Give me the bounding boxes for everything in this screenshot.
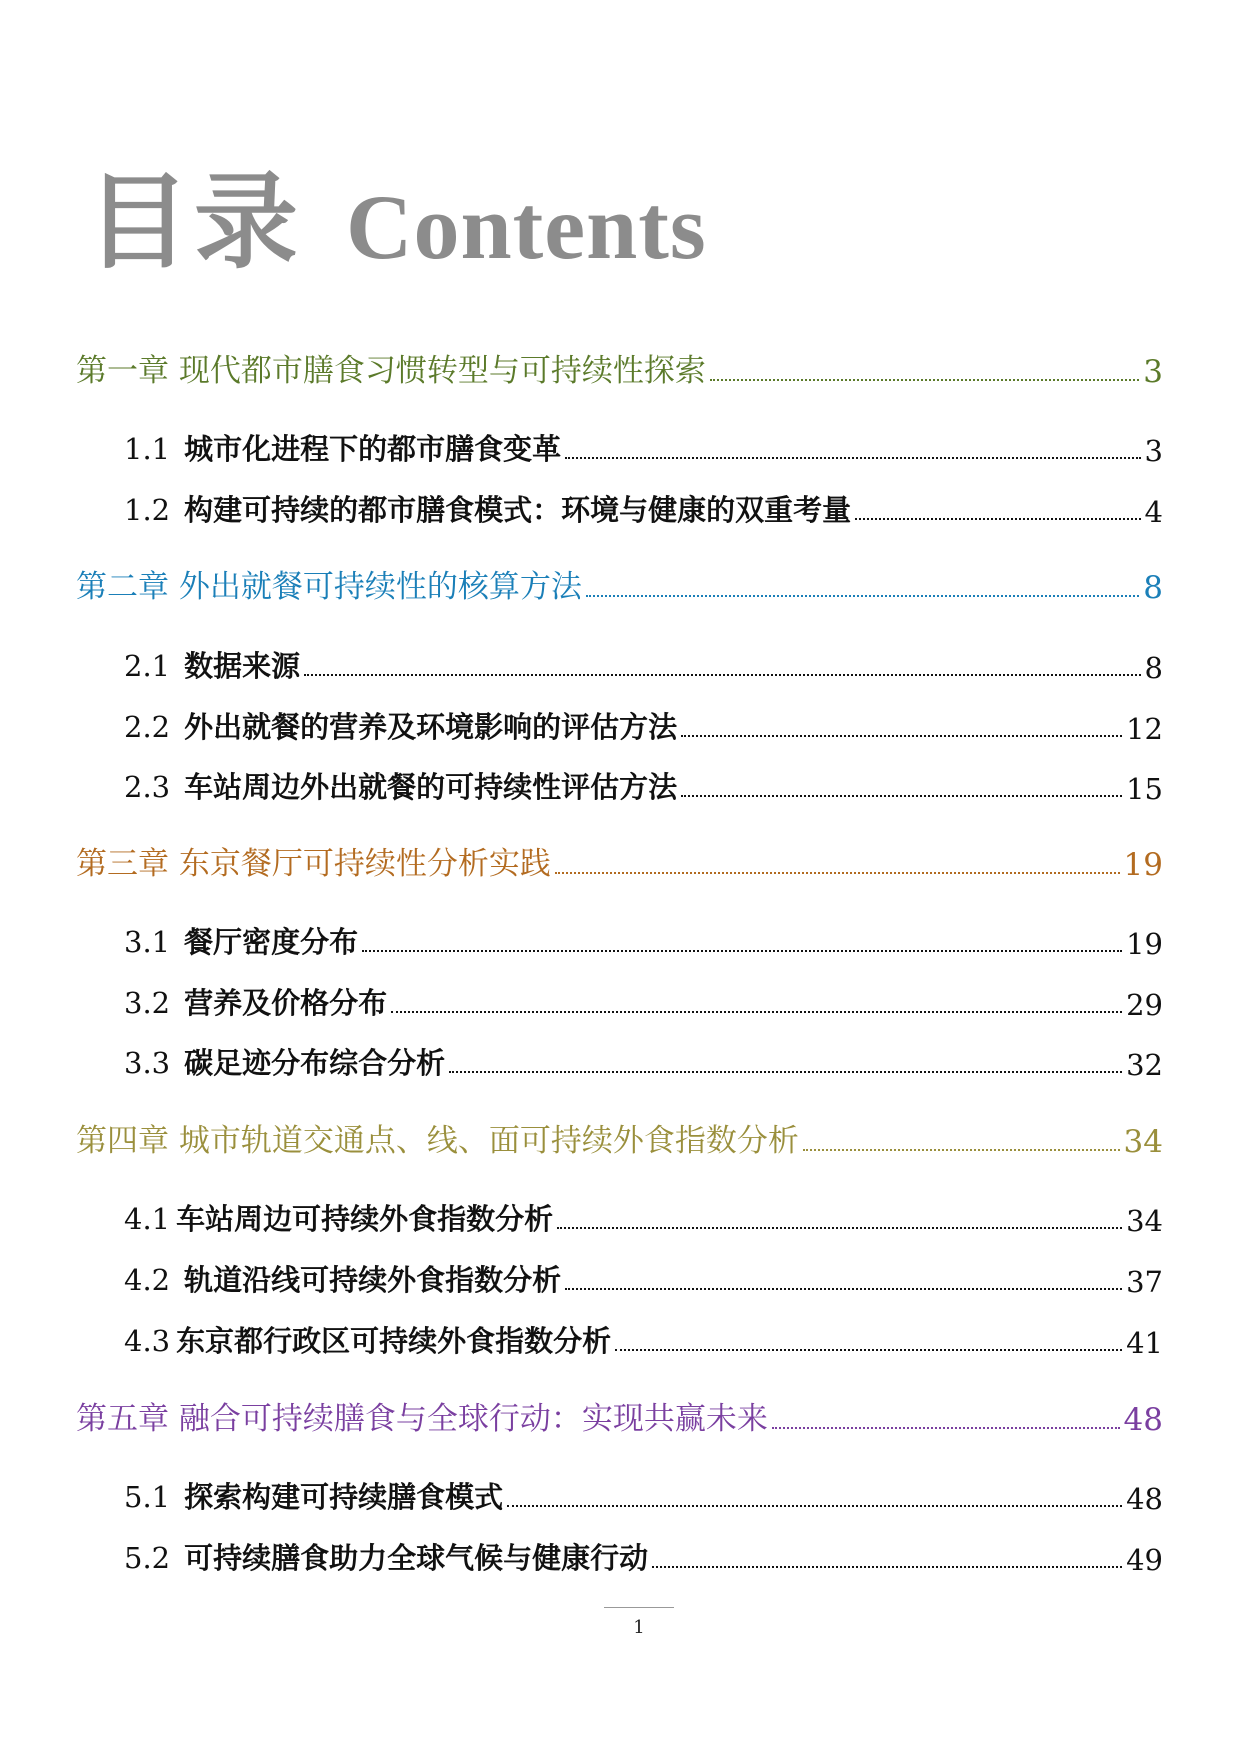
toc-section-3-2[interactable] (124, 978, 1163, 1022)
toc-page-number: 34 (1123, 1124, 1163, 1160)
toc-chapter-2[interactable] (76, 562, 1163, 606)
toc-page-number: 41 (1126, 1326, 1163, 1360)
toc-section-4-3[interactable] (124, 1316, 1163, 1360)
toc-section-2-3[interactable] (124, 762, 1163, 806)
toc-page-number: 48 (1126, 1482, 1163, 1516)
toc-entry-label: 第四章 城市轨道交通点、线、面可持续外食指数分析 (76, 1123, 799, 1159)
toc-section-1-1[interactable] (124, 424, 1163, 468)
leader-dots (449, 1071, 1122, 1073)
toc-entry-label: 探索构建可持续膳食模式 (184, 1480, 504, 1514)
section-number: 4.1 (124, 1202, 171, 1236)
section-number: 2.1 (124, 649, 171, 683)
leader-dots (681, 795, 1122, 797)
toc-entry-label: 第五章 融合可持续膳食与全球行动：实现共赢未来 (76, 1401, 768, 1437)
toc-entry-label: 外出就餐的营养及环境影响的评估方法 (184, 710, 678, 744)
toc-section-4-1[interactable] (124, 1194, 1163, 1238)
leader-dots (586, 595, 1139, 597)
toc-entry-label: 第三章 东京餐厅可持续性分析实践 (76, 846, 551, 882)
footer-page-number: 1 (633, 1617, 645, 1638)
toc-chapter-4[interactable] (76, 1116, 1163, 1160)
toc-section-2-1[interactable] (124, 641, 1163, 685)
leader-dots (565, 457, 1140, 459)
toc-page-number: 29 (1126, 988, 1163, 1022)
toc-chapter-3[interactable] (76, 839, 1163, 883)
toc-section-5-1[interactable] (124, 1472, 1163, 1516)
section-number: 1.1 (124, 432, 171, 466)
footer-divider (604, 1607, 674, 1608)
toc-entry-label: 营养及价格分布 (184, 986, 388, 1020)
toc-page-number: 19 (1126, 927, 1163, 961)
leader-dots (362, 950, 1122, 952)
section-number: 4.2 (124, 1263, 171, 1297)
section-number: 3.1 (124, 925, 171, 959)
leader-dots (803, 1149, 1120, 1151)
section-number: 3.3 (124, 1046, 171, 1080)
toc-chapter-5[interactable] (76, 1394, 1163, 1438)
leader-dots (304, 674, 1140, 676)
title-chinese: 目录 (86, 160, 303, 283)
leader-dots (391, 1011, 1122, 1013)
section-number: 4.3 (124, 1324, 171, 1358)
toc-section-4-2[interactable] (124, 1255, 1163, 1299)
toc-page-number: 8 (1144, 651, 1163, 685)
toc-page-number: 3 (1144, 434, 1163, 468)
toc-page-number: 3 (1143, 354, 1163, 390)
toc-page-number: 49 (1126, 1543, 1163, 1577)
leader-dots (615, 1349, 1122, 1351)
toc-section-3-3[interactable] (124, 1038, 1163, 1082)
section-number: 5.2 (124, 1541, 171, 1575)
toc-page-number: 4 (1144, 495, 1163, 529)
toc-page-number: 19 (1123, 847, 1163, 883)
toc-entry-label: 可持续膳食助力全球气候与健康行动 (184, 1541, 649, 1575)
toc-entry-label: 城市化进程下的都市膳食变革 (184, 432, 562, 466)
leader-dots (565, 1288, 1122, 1290)
toc-page-number: 15 (1126, 772, 1163, 806)
leader-dots (652, 1566, 1122, 1568)
leader-dots (557, 1227, 1122, 1229)
toc-page-number: 32 (1126, 1048, 1163, 1082)
toc-entry-label: 碳足迹分布综合分析 (184, 1046, 446, 1080)
leader-dots (855, 518, 1140, 520)
toc-page-number: 37 (1126, 1265, 1163, 1299)
leader-dots (772, 1427, 1120, 1429)
title-english: Contents (346, 176, 707, 278)
toc-entry-label: 数据来源 (184, 649, 301, 683)
section-number: 1.2 (124, 493, 171, 527)
toc-entry-label: 轨道沿线可持续外食指数分析 (184, 1263, 562, 1297)
toc-entry-label: 第一章 现代都市膳食习惯转型与可持续性探索 (76, 353, 706, 389)
section-number: 5.1 (124, 1480, 171, 1514)
toc-section-2-2[interactable] (124, 702, 1163, 746)
section-number: 2.2 (124, 710, 171, 744)
section-number: 3.2 (124, 986, 171, 1020)
toc-entry-label: 餐厅密度分布 (184, 925, 359, 959)
toc-section-5-2[interactable] (124, 1533, 1163, 1577)
toc-page-number: 8 (1143, 570, 1163, 606)
leader-dots (507, 1505, 1122, 1507)
toc-entry-label: 东京都行政区可持续外食指数分析 (176, 1324, 612, 1358)
toc-section-3-1[interactable] (124, 917, 1163, 961)
toc-entry-label: 车站周边可持续外食指数分析 (176, 1202, 554, 1236)
leader-dots (555, 872, 1120, 874)
toc-page-number: 12 (1126, 712, 1163, 746)
toc-chapter-1[interactable] (76, 346, 1163, 390)
section-number: 2.3 (124, 770, 171, 804)
toc-entry-label: 第二章 外出就餐可持续性的核算方法 (76, 569, 582, 605)
toc-entry-label: 车站周边外出就餐的可持续性评估方法 (184, 770, 678, 804)
leader-dots (710, 379, 1139, 381)
toc-page-number: 48 (1123, 1402, 1163, 1438)
toc-entry-label: 构建可持续的都市膳食模式：环境与健康的双重考量 (184, 493, 852, 527)
toc-page-number: 34 (1126, 1204, 1163, 1238)
toc-section-1-2[interactable] (124, 485, 1163, 529)
leader-dots (681, 735, 1122, 737)
